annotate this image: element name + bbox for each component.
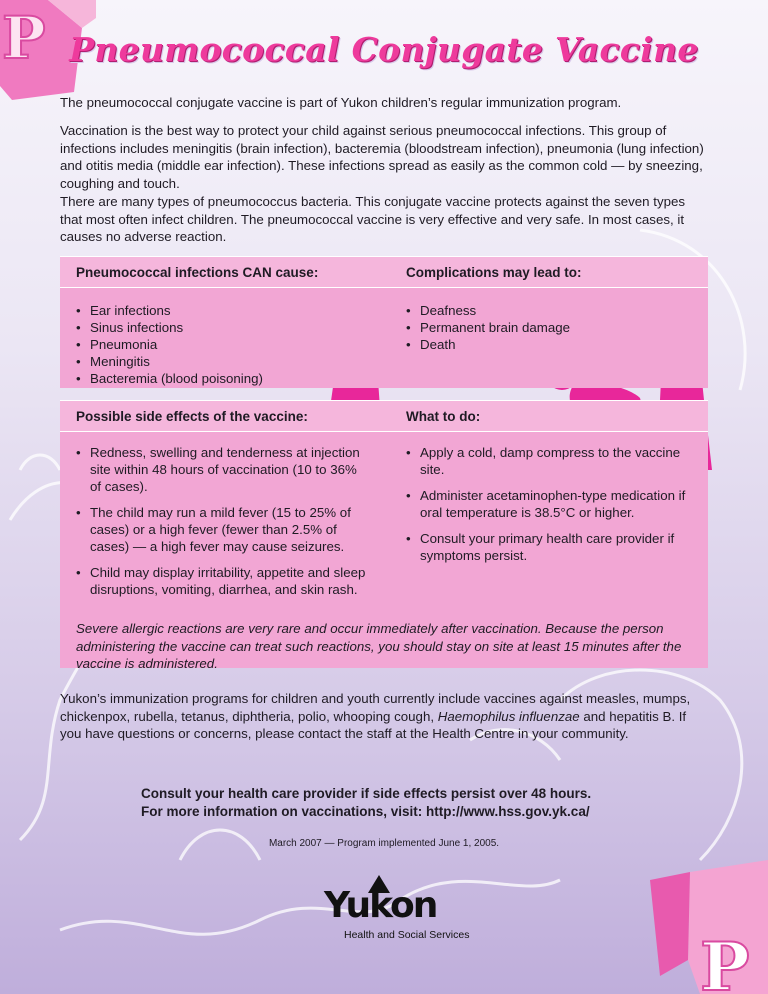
infections-table-body [60, 288, 708, 388]
complications-list [406, 302, 570, 353]
list-item: • Bacteremia (blood poisoning) [76, 370, 263, 387]
list-item: • Pneumonia [76, 336, 263, 353]
logo-wordmark: Yukon [324, 885, 437, 926]
immunization-programs-paragraph [60, 690, 710, 743]
list-item: • Redness, swelling and tenderness at injection site within 48 hours of vaccination (10 to 36% of cases). [76, 444, 366, 495]
side-effects-list [76, 444, 366, 607]
block-letter-bottom: P [700, 928, 750, 994]
list-item: • Consult your primary health care provider if symptoms persist. [406, 530, 696, 564]
infections-header: Pneumococcal infections CAN cause: [76, 265, 319, 280]
infections-table-header [60, 256, 708, 288]
page-title: Pneumococcal Conjugate Vaccine [69, 30, 699, 69]
info-line: For more information on vaccinations, visit: http://www.hss.gov.yk.ca/ [141, 804, 590, 819]
date-line: March 2007 — Program implemented June 1, 2005. [268, 838, 500, 849]
side-effects-table-body [60, 432, 708, 671]
side-effects-table-header [60, 400, 708, 432]
programs-text-end: and hepatitis B. If you have questions or concerns, please contact the staff at the Health Centre in your community. [60, 708, 687, 741]
yukon-logo [324, 885, 470, 947]
bacteria-types-paragraph: There are many types of pneumococcus bacteria. This conjugate vaccine protects against the seven types that most often infect children. The pneumococcal vaccine is very effective and very safe. In most cases, it causes no adverse reaction. [60, 194, 686, 244]
what-to-do-header: What to do: [406, 409, 481, 424]
list-item: • Meningitis [76, 353, 263, 370]
consult-block [141, 785, 591, 821]
side-effects-header: Possible side effects of the vaccine: [76, 409, 308, 424]
list-item: • Apply a cold, damp compress to the vaccine site. [406, 444, 696, 478]
protection-paragraph: Vaccination is the best way to protect your child against serious pneumococcal infections. This group of infections includes meningitis (brain infection), bacteremia (bloodstream infection), pneumonia (lung infection) and otitis media (middle ear infection). These infections spread as easily as the common cold — by sneezing, coughing and touch. [60, 123, 704, 191]
allergic-reactions-note: Severe allergic reactions are very rare and occur immediately after vaccination. Because the person administering the vaccine can treat such reactions, you should stay on site at least 15 minutes after the vaccine is administered. [76, 621, 682, 671]
infections-list [76, 302, 263, 387]
consult-line: Consult your health care provider if side effects persist over 48 hours. [141, 786, 592, 801]
block-letter-top: P [2, 4, 46, 72]
list-item: • Death [406, 336, 570, 353]
list-item: • Child may display irritability, appetite and sleep disruptions, vomiting, diarrhea, and skin rash. [76, 564, 366, 598]
list-item: • Deafness [406, 302, 570, 319]
what-to-do-list [406, 444, 696, 573]
list-item: • The child may run a mild fever (15 to 25% of cases) or a high fever (fewer than 2.5% of cases) — a high fever may cause seizures. [76, 504, 366, 555]
intro-paragraph: The pneumococcal conjugate vaccine is part of Yukon children’s regular immunization program. [60, 95, 622, 110]
programs-italic-term: Haemophilus influenzae [437, 708, 580, 724]
list-item: • Sinus infections [76, 319, 263, 336]
logo-subtitle: Health and Social Services [344, 929, 470, 941]
list-item: • Ear infections [76, 302, 263, 319]
programs-text-start: Yukon’s immunization programs for children and youth currently include vaccines against measles, mumps, chickenpox, rubella, tetanus, diphtheria, polio, whooping cough, [60, 691, 691, 724]
complications-header: Complications may lead to: [406, 265, 582, 280]
list-item: • Permanent brain damage [406, 319, 570, 336]
list-item: • Administer acetaminophen-type medication if oral temperature is 38.5°C or higher. [406, 487, 696, 521]
